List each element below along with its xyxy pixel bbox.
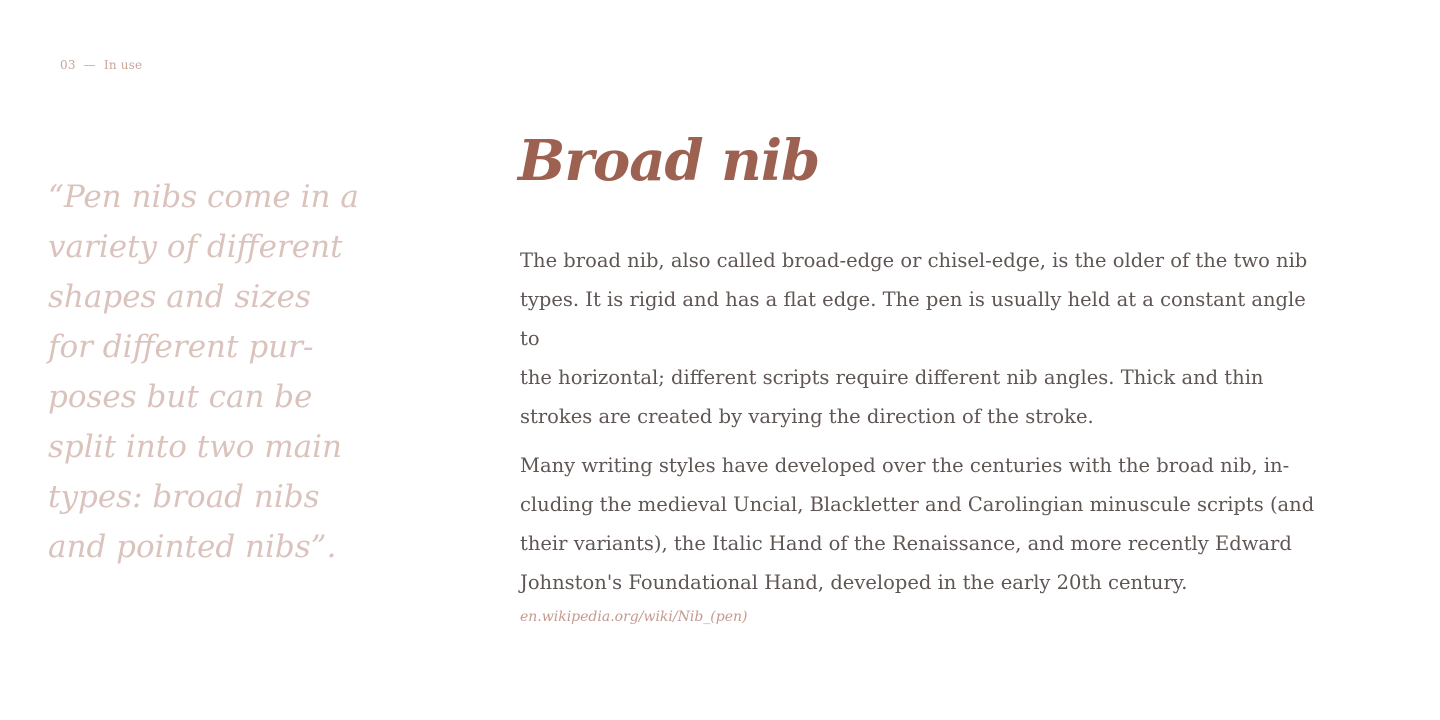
article-heading: Broad nib [518,128,820,194]
source-link[interactable]: en.wikipedia.org/wiki/Nib_(pen) [520,609,748,625]
article-paragraph-2: Many writing styles have developed over the centuries with the broad nib, in- cluding the medieval Uncial, Blackletter and Carolingian minuscule scripts (and their variants), the Italic Hand of the Renaissance, and more recently Edward Johnston's Foundational Hand, developed in the early 20th century. [520,454,1315,594]
section-title: In use [103,58,143,72]
pull-quote: “Pen nibs come in a variety of different shapes and sizes for different pur- poses but can be split into two main types: broad nibs and pointed nibs”. [48,179,359,565]
section-number: 03 [60,58,76,72]
article-body [520,241,1320,612]
article-paragraph-1: The broad nib, also called broad-edge or chisel-edge, is the older of the two nib types. It is rigid and has a flat edge. The pen is usually held at a constant angle to the horizontal; different scripts require different nib angles. Thick and thin strokes are created by varying the direction of the stroke. [520,249,1308,428]
section-label [60,58,142,72]
section-separator: — [83,58,96,72]
